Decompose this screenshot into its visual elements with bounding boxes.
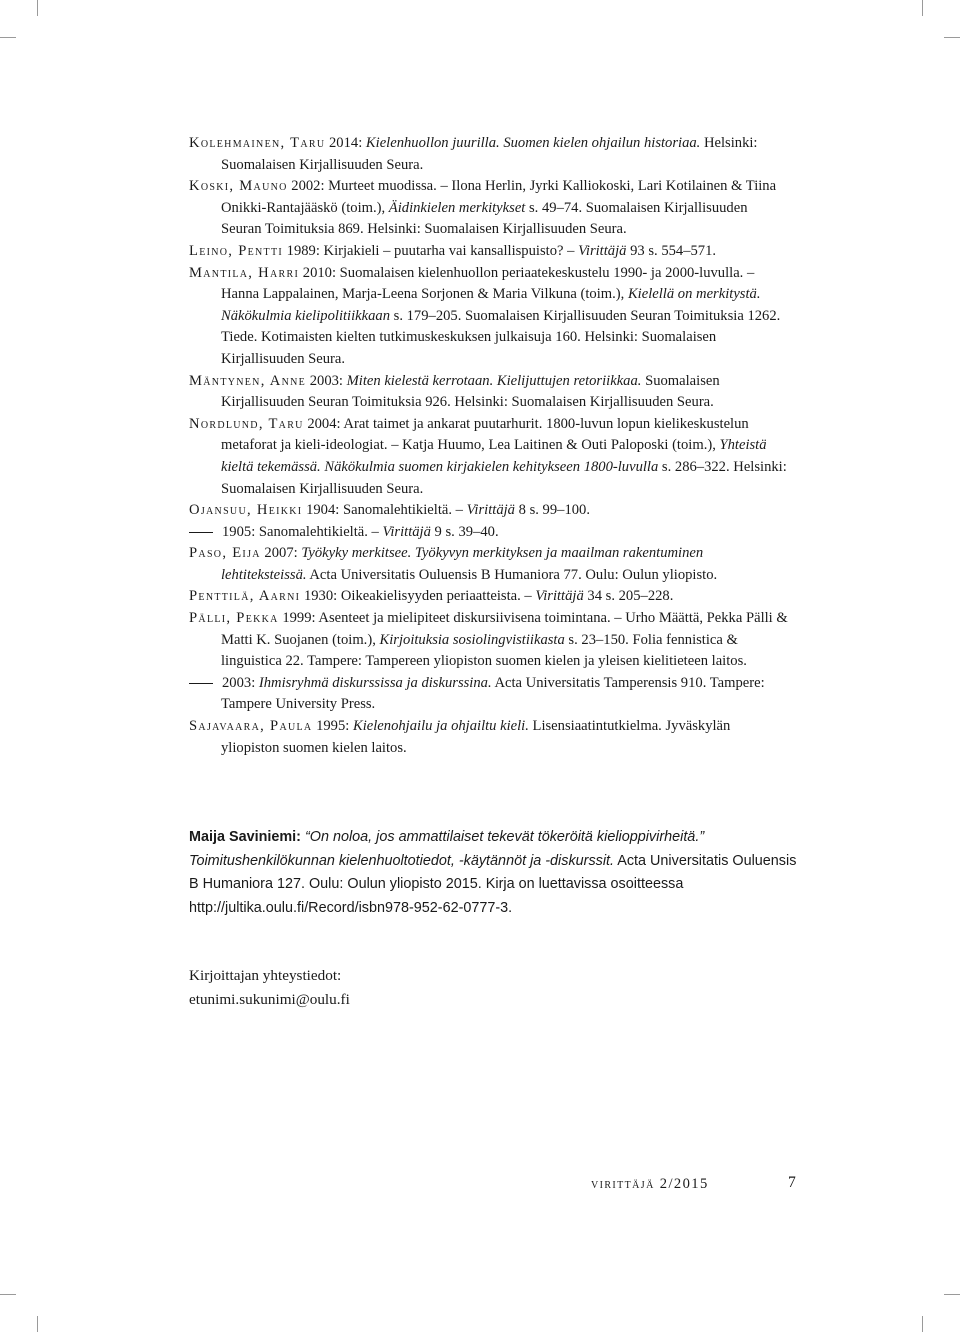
reference-entry: Mantila, Harri 2010: Suomalaisen kielenhuollon periaatekeskustelu 1990- ja 2000-luvulla. – Hanna Lappalainen, Marja-Leena Sorjonen & Maria Vilkuna (toim.), Kielellä on merkitystä. Näkökulmia kielipolitiikkaan s. 179–205. Suomalaisen Kirjallisuuden Seuran Toimituksia 1262. Tiede. Kotimaisten kielten tutkimuskeskuksen julkaisuja 160. Helsinki: Suomalaisen Kirjallisuuden Seura.	[189, 264, 781, 367]
reference-author: Mantila, Harri	[189, 264, 300, 281]
reference-author: Paso, Eija	[189, 545, 261, 562]
reference-title: Kirjoituksia sosiolingvistiikasta	[379, 631, 565, 648]
reference-entry: Mäntynen, Anne 2003: Miten kielestä kerrotaan. Kielijuttujen retoriikkaa. Suomalaisen Kirjallisuuden Seuran Toimituksia 926. Helsinki: Suomalaisen Kirjallisuuden Seura.	[189, 372, 720, 411]
repeat-author-dash	[189, 683, 213, 684]
reference-title: Kielenhuollon juurilla. Suomen kielen ohjailun historiaa.	[365, 135, 701, 151]
reference-title: Virittäjä	[578, 242, 627, 259]
page-number: 7	[788, 1174, 796, 1191]
reference-author: Penttilä, Aarni	[189, 588, 301, 605]
reference-entry: 1905: Sanomalehtikieltä. – Virittäjä 9 s. 39–40.	[189, 522, 789, 544]
note-title: “On noloa, jos ammattilaiset tekevät tökeröitä kielioppivirheitä.” Toimitushenkilökunnan kielenhuoltotiedot, -käytännöt ja -diskurssit.	[189, 829, 705, 869]
reference-list	[189, 133, 789, 759]
crop-mark-bottom-left	[0, 1294, 16, 1295]
repeat-author-dash	[189, 532, 213, 533]
crop-mark-bottom-left	[37, 1316, 38, 1332]
reference-entry: Koski, Mauno 2002: Murteet muodissa. – Ilona Herlin, Jyrki Kalliokoski, Lari Kotilainen & Tiina Onikki-Rantajääskö (toim.), Äidinkielen merkitykset s. 49–74. Suomalaisen Kirjallisuuden Seuran Toimituksia 869. Helsinki: Suomalaisen Kirjallisuuden Seura.	[189, 178, 777, 238]
reference-author: Leino, Pentti	[189, 242, 283, 259]
contact-label: Kirjoittajan yhteystiedot:	[189, 967, 342, 984]
contact-email: etunimi.sukunimi@oulu.fi	[189, 990, 350, 1008]
reference-entry: Nordlund, Taru 2004: Arat taimet ja ankarat puutarhurit. 1800-luvun lopun kielikeskustelun metaforat ja kieli-ideologiat. – Katja Huumo, Lea Laitinen & Outi Paloposki (toim.), Yhteistä kieltä tekemässä. Näkökulmia suomen kirjakielen kehitykseen 1800-luvulla s. 286–322. Helsinki: Suomalaisen Kirjallisuuden Seura.	[189, 415, 787, 497]
crop-mark-top-left	[37, 0, 38, 16]
reference-author: Nordlund, Taru	[189, 415, 304, 432]
footer-journal: virittäjä 2/2015	[591, 1176, 709, 1192]
crop-mark-bottom-right	[922, 1316, 923, 1332]
crop-mark-bottom-right	[944, 1294, 960, 1295]
reference-title: Kielellä on merkitystä. Näkökulmia kielipolitiikkaan	[221, 286, 761, 324]
reference-title: Virittäjä	[535, 588, 584, 605]
reference-entry: Kolehmainen, Taru 2014: Kielenhuollon juurilla. Suomen kielen ohjailun historiaa. Helsinki: Suomalaisen Kirjallisuuden Seura.	[189, 135, 758, 173]
crop-mark-top-left	[0, 37, 16, 38]
reference-author: Koski, Mauno	[189, 178, 288, 195]
reference-title: Miten kielestä kerrotaan. Kielijuttujen retoriikkaa.	[346, 372, 642, 389]
reference-title: Äidinkielen merkitykset	[388, 199, 526, 216]
reference-entry: Paso, Eija 2007: Työkyky merkitsee. Työkyvyn merkityksen ja maailman rakentuminen lehtiteksteissä. Acta Universitatis Ouluensis B Humaniora 77. Oulu: Oulun yliopisto.	[189, 545, 718, 583]
contact-info	[189, 964, 689, 1011]
crop-mark-top-right	[922, 0, 923, 16]
reference-entry: Leino, Pentti 1989: Kirjakieli – puutarha vai kansallispuisto? – Virittäjä 93 s. 554–571.	[189, 242, 717, 259]
note-author: Maija Saviniemi:	[189, 829, 301, 845]
reference-title: Työkyky merkitsee. Työkyvyn merkityksen ja maailman rakentuminen lehtiteksteissä.	[221, 545, 704, 583]
reference-author: Pälli, Pekka	[189, 610, 279, 627]
reference-title: Kielenohjailu ja ohjailtu kieli.	[352, 718, 529, 735]
reference-title: Virittäjä	[466, 502, 515, 519]
reference-author: Mäntynen, Anne	[189, 372, 307, 389]
reference-entry: Ojansuu, Heikki 1904: Sanomalehtikieltä. – Virittäjä 8 s. 99–100.	[189, 502, 590, 519]
reference-title: Virittäjä	[382, 523, 431, 540]
reference-author: Ojansuu, Heikki	[189, 502, 303, 519]
page-footer	[591, 1176, 801, 1193]
reference-entry: Pälli, Pekka 1999: Asenteet ja mielipiteet diskursiivisena toimintana. – Urho Määttä, Pekka Pälli & Matti K. Suojanen (toim.), Kirjoituksia sosiolingvistiikasta s. 23–150. Folia fennistica & linguistica 22. Tampere: Tampereen yliopiston suomen kielen ja yleisen kielitieteen laitos.	[189, 610, 788, 670]
reference-entry: Sajavaara, Paula 1995: Kielenohjailu ja ohjailtu kieli. Lisensiaatintutkielma. Jyväskylän yliopiston suomen kielen laitos.	[189, 718, 731, 756]
crop-mark-top-right	[944, 37, 960, 38]
note-details: Acta Universitatis Ouluensis B Humaniora 127. Oulu: Oulun yliopisto 2015. Kirja on luettavissa osoitteessa http://jultika.oulu.fi/Record/isbn978-952-62-0777-3.	[189, 852, 797, 916]
reference-author: Kolehmainen, Taru	[189, 135, 326, 151]
reference-entry: 2003: Ihmisryhmä diskurssissa ja diskurssina. Acta Universitatis Tamperensis 910. Tampere: Tampere University Press.	[189, 673, 789, 716]
article-note	[189, 826, 809, 920]
reference-title: Yhteistä kieltä tekemässä. Näkökulmia suomen kirjakielen kehitykseen 1800-luvulla	[221, 437, 767, 475]
reference-entry: Penttilä, Aarni 1930: Oikeakielisyyden periaatteista. – Virittäjä 34 s. 205–228.	[189, 588, 674, 605]
reference-author: Sajavaara, Paula	[189, 718, 313, 735]
reference-title: Ihmisryhmä diskurssissa ja diskurssina.	[258, 674, 492, 691]
